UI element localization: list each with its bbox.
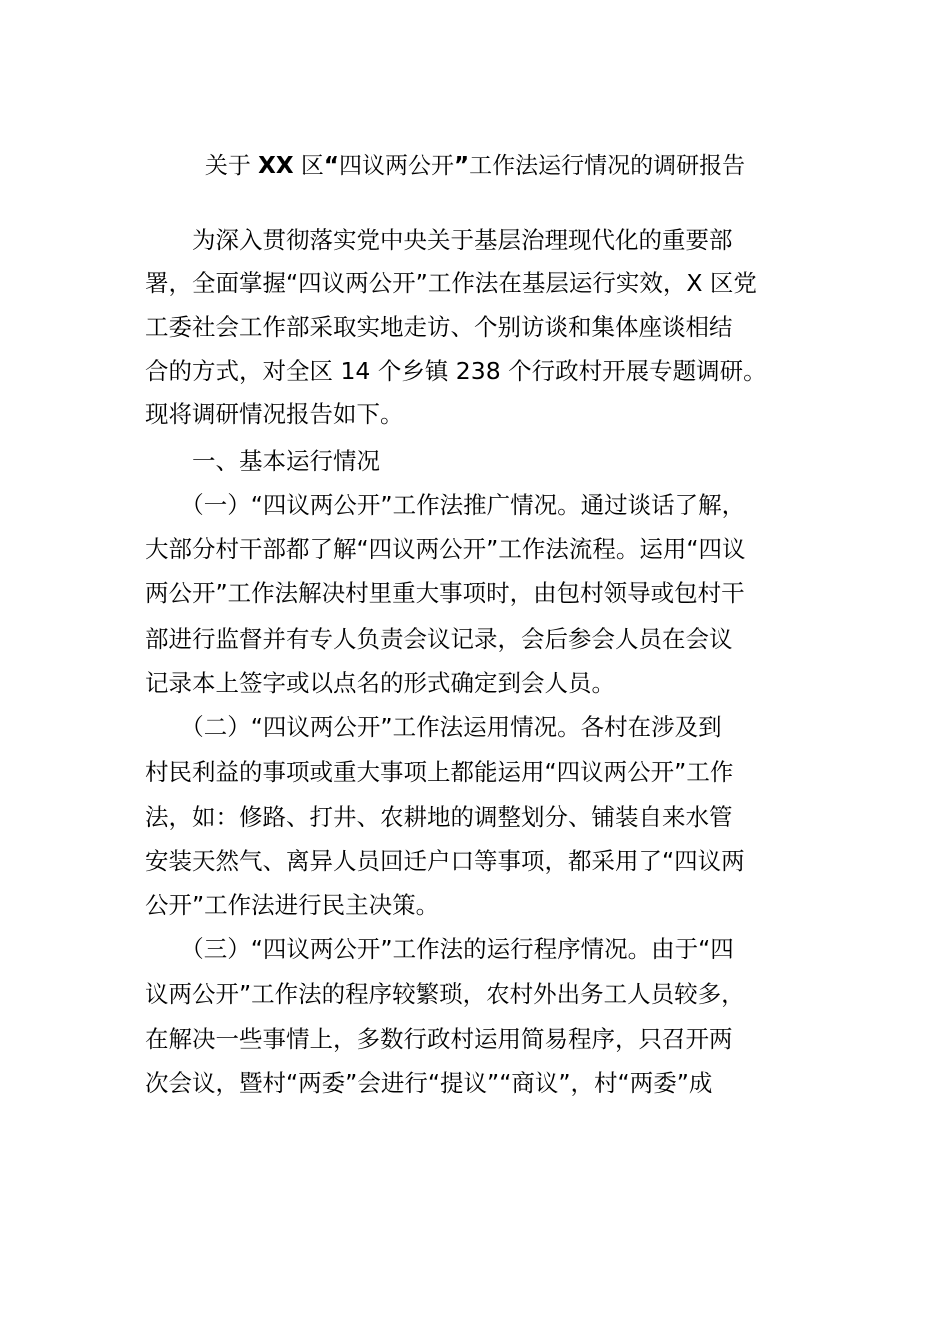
body-line: 大部分村干部都了解“四议两公开”工作法流程。运用“四议 <box>145 535 746 563</box>
body-line: 在解决一些事情上，多数行政村运用简易程序，只召开两 <box>145 1025 733 1053</box>
body-line: 记录本上签字或以点名的形式确定到会人员。 <box>145 669 615 697</box>
body-line: （三）“四议两公开”工作法的运行程序情况。由于“四 <box>145 935 734 963</box>
body-line: 议两公开”工作法的程序较繁琐，农村外出务工人员较多， <box>145 980 745 1008</box>
document-title <box>0 148 950 184</box>
title-district: 区 <box>293 153 324 179</box>
title-method-name: 四议两公开 <box>339 153 455 179</box>
body-line: （一）“四议两公开”工作法推广情况。通过谈话了解， <box>145 491 746 519</box>
body-line: 现将调研情况报告如下。 <box>145 400 404 428</box>
body-line: 工委社会工作部采取实地走访、个别访谈和集体座谈相结 <box>145 313 733 341</box>
body-line: 两公开”工作法解决村里重大事项时，由包村领导或包村干 <box>145 579 745 607</box>
body-line: 公开”工作法进行民主决策。 <box>145 891 440 919</box>
body-line: 署，全面掌握“四议两公开”工作法在基层运行实效，X 区党 <box>145 269 757 297</box>
body-line: 次会议，暨村“两委”会进行“提议”“商议”，村“两委”成 <box>145 1069 713 1097</box>
title-close-quote: ” <box>454 153 470 179</box>
title-open-quote: “ <box>323 153 340 179</box>
body-line: 合的方式，对全区 14 个乡镇 238 个行政村开展专题调研。 <box>145 357 767 385</box>
body-line: 法，如：修路、打井、农耕地的调整划分、铺装自来水管 <box>145 803 733 831</box>
body-line: 村民利益的事项或重大事项上都能运用“四议两公开”工作 <box>145 758 734 786</box>
body-line: 安装天然气、离异人员回迁户口等事项，都采用了“四议两 <box>145 847 745 875</box>
title-suffix: 工作法运行情况的调研报告 <box>469 153 746 179</box>
section-heading: 一、基本运行情况 <box>145 447 380 475</box>
body-line: 部进行监督并有专人负责会议记录，会后参会人员在会议 <box>145 625 733 653</box>
title-region-code: XX <box>258 153 294 179</box>
title-prefix: 关于 <box>204 153 259 179</box>
body-line: 为深入贯彻落实党中央关于基层治理现代化的重要部 <box>145 226 733 254</box>
body-line: （二）“四议两公开”工作法运用情况。各村在涉及到 <box>145 713 722 741</box>
